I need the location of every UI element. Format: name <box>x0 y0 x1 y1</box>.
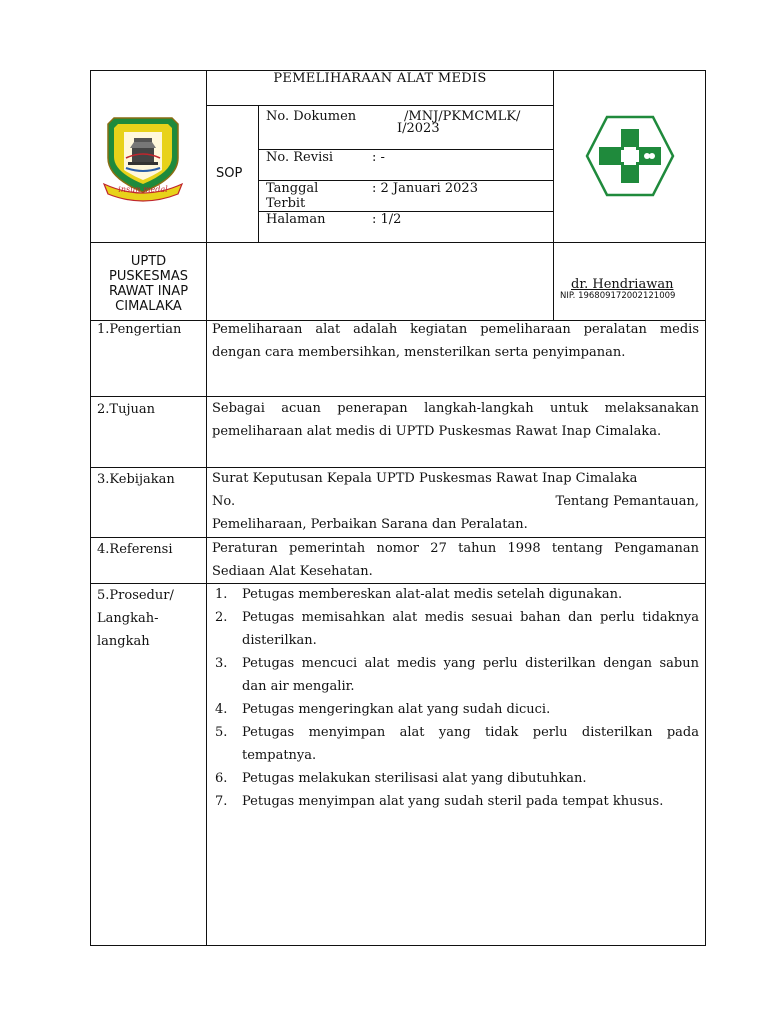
org-name-line: CIMALAKA <box>115 299 182 314</box>
label-referensi: 4.Referensi <box>97 542 173 557</box>
label-kebijakan: 3.Kebijakan <box>97 472 175 487</box>
label-prosedur-line: Langkah- <box>97 611 159 626</box>
list-item <box>212 583 699 606</box>
page-value: : 1/2 <box>372 212 402 227</box>
step-number: 3. <box>215 656 228 671</box>
step-text: Petugas mencuci alat medis yang perlu disterilkan dengan sabun dan air mengalir. <box>242 656 699 694</box>
list-item <box>212 721 699 767</box>
doc-number-value-2: I/2023 <box>397 121 440 136</box>
kebijakan-tentang: Tentang Pemantauan, <box>555 494 699 509</box>
step-text: Petugas menyimpan alat yang tidak perlu disterilkan pada tempatnya. <box>242 725 699 763</box>
signatory-name: dr. Hendriawan <box>571 277 674 292</box>
document-title: PEMELIHARAAN ALAT MEDIS <box>273 71 487 86</box>
org-name-line: UPTD <box>130 254 167 269</box>
signatory-nip: NIP. 196809172002121009 <box>560 291 676 301</box>
label-tujuan: 2.Tujuan <box>97 402 155 417</box>
doc-number-value-1: /MNJ/PKMCMLK/ <box>404 109 521 124</box>
issue-date-label-2: Terbit <box>266 196 306 211</box>
step-number: 5. <box>215 725 228 740</box>
kebijakan-line-2 <box>212 490 699 513</box>
step-text: Petugas menyimpan alat yang sudah steril pada tempat khusus. <box>242 794 664 809</box>
page-label: Halaman <box>266 212 326 227</box>
step-number: 4. <box>215 702 228 717</box>
step-number: 1. <box>215 587 228 602</box>
step-text: Petugas mengeringkan alat yang sudah dicuci. <box>242 702 551 717</box>
revision-label: No. Revisi <box>266 150 334 165</box>
kebijakan-line-1: Surat Keputusan Kepala UPTD Puskesmas Rawat Inap Cimalaka <box>212 471 638 486</box>
list-item <box>212 606 699 652</box>
procedure-steps <box>212 583 699 813</box>
org-name-line: PUSKESMAS <box>109 269 188 284</box>
list-item <box>212 652 699 698</box>
step-number: 7. <box>215 794 228 809</box>
org-name <box>91 254 206 314</box>
step-text: Petugas membereskan alat-alat medis setelah digunakan. <box>242 587 623 602</box>
org-name-line: RAWAT INAP <box>108 284 189 299</box>
sop-label: SOP <box>216 166 243 181</box>
logo-motto: insun medal <box>118 185 168 194</box>
label-prosedur <box>97 584 174 653</box>
doc-number-label: No. Dokumen <box>266 109 357 124</box>
text-tujuan: Sebagai acuan penerapan langkah-langkah untuk melaksanakan pemeliharaan alat medis di UPTD Puskesmas Rawat Inap Cimalaka. <box>212 401 699 439</box>
step-number: 6. <box>215 771 228 786</box>
kebijakan-no: No. <box>212 494 236 509</box>
step-text: Petugas melakukan sterilisasi alat yang dibutuhkan. <box>242 771 587 786</box>
issue-date-label-1: Tanggal <box>266 181 319 196</box>
label-prosedur-line: langkah <box>97 634 150 649</box>
step-number: 2. <box>215 610 228 625</box>
list-item <box>212 767 699 790</box>
list-item <box>212 790 699 813</box>
kebijakan-line-3: Pemeliharaan, Perbaikan Sarana dan Peralatan. <box>212 517 528 532</box>
revision-value: : - <box>372 150 385 165</box>
step-text: Petugas memisahkan alat medis sesuai bahan dan perlu tidaknya disterilkan. <box>242 610 699 648</box>
issue-date-value: : 2 Januari 2023 <box>372 181 478 196</box>
regional-logo <box>98 110 188 202</box>
puskesmas-logo <box>585 115 675 197</box>
text-pengertian: Pemeliharaan alat adalah kegiatan pemeliharaan peralatan medis dengan cara membersihkan, mensterilkan serta penyimpanan. <box>212 322 699 360</box>
label-pengertian: 1.Pengertian <box>97 322 182 337</box>
list-item <box>212 698 699 721</box>
text-kebijakan <box>212 467 699 536</box>
label-prosedur-line: 5.Prosedur/ <box>97 588 174 603</box>
text-referensi: Peraturan pemerintah nomor 27 tahun 1998 tentang Pengamanan Sediaan Alat Kesehatan. <box>212 541 699 579</box>
